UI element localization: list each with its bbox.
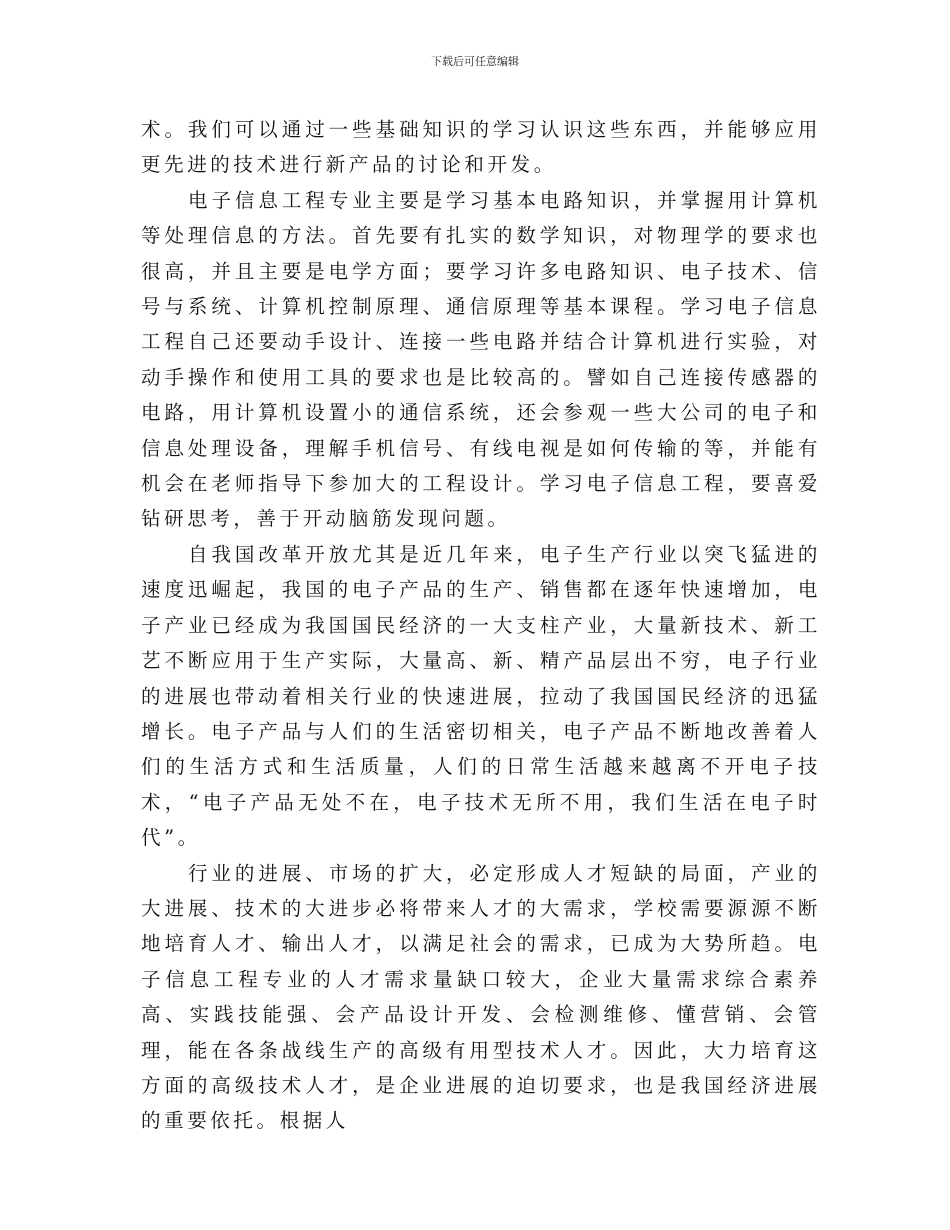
paragraph-2: 电子信息工程专业主要是学习基本电路知识，并掌握用计算机等处理信息的方法。首先要有扎实的数学知识，对物理学的要求也很高，并且主要是电学方面；要学习许多电路知识、电子技术、信号与系统、计算机控制原理、通信原理等基本课程。学习电子信息工程自己还要动手设计、连接一些电路并结合计算机进行实验，对动手操作和使用工具的要求也是比较高的。譬如自己连接传感器的电路，用计算机设置小的通信系统，还会参观一些大公司的电子和信息处理设备，理解手机信号、有线电视是如何传输的等，并能有机会在老师指导下参加大的工程设计。学习电子信息工程，要喜爱钻研思考，善于开动脑筋发现问题。: [141, 188, 821, 531]
paragraph-1: 术。我们可以通过一些基础知识的学习认识这些东西，并能够应用更先进的技术进行新产品的讨论和开发。: [141, 118, 821, 177]
page-header: 下载后可任意编辑: [431, 55, 519, 68]
document-body: [141, 112, 821, 1139]
paragraph-4: 行业的进展、市场的扩大，必定形成人才短缺的局面，产业的大进展、技术的大进步必将带来人才的大需求，学校需要源源不断地培育人才、输出人才，以满足社会的需求，已成为大势所趋。电子信息工程专业的人才需求量缺口较大，企业大量需求综合素养高、实践技能强、会产品设计开发、会检测维修、懂营销、会管理，能在各条战线生产的高级有用型技术人才。因此，大力培育这方面的高级技术人才，是企业进展的迫切要求，也是我国经济进展的重要依托。根据人: [141, 861, 821, 1133]
paragraph-3: 自我国改革开放尤其是近几年来，电子生产行业以突飞猛进的速度迅崛起，我国的电子产品的生产、销售都在逐年快速增加，电子产业已经成为我国国民经济的一大支柱产业，大量新技术、新工艺不断应用于生产实际，大量高、新、精产品层出不穷，电子行业的进展也带动着相关行业的快速进展，拉动了我国国民经济的迅猛增长。电子产品与人们的生活密切相关，电子产品不断地改善着人们的生活方式和生活质量，人们的日常生活越来越离不开电子技术，“电子产品无处不在，电子技术无所不用，我们生活在电子时代”。: [141, 542, 821, 850]
